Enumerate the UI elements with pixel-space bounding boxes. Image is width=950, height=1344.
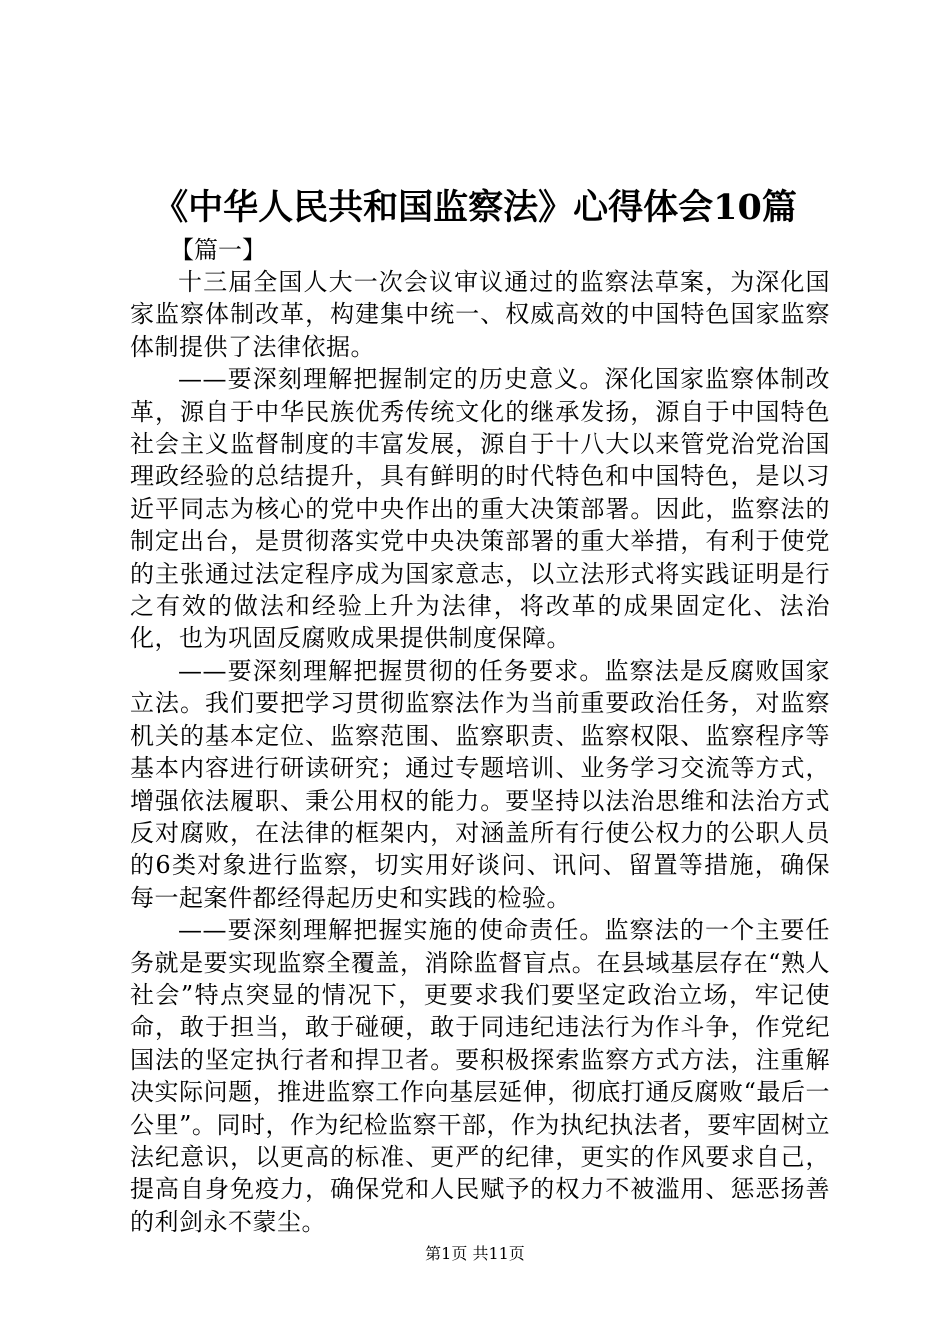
- paragraph-2: ——要深刻理解把握制定的历史意义。深化国家监察体制改革，源自于中华民族优秀传统文化的继承发扬，源自于中国特色社会主义监督制度的丰富发展，源自于十八大以来管党治党治国理政经验的总结提升，具有鲜明的时代特色和中国特色，是以习近平同志为核心的党中央作出的重大决策部署。因此，监察法的制定出台，是贯彻落实党中央决策部署的重大举措，有利于使党的主张通过法定程序成为国家意志，以立法形式将实践证明是行之有效的做法和经验上升为法律，将改革的成果固定化、法治化，也为巩固反腐败成果提供制度保障。: [130, 365, 830, 653]
- paragraph-4: ——要深刻理解把握实施的使命责任。监察法的一个主要任务就是要实现监察全覆盖，消除监督盲点。在县域基层存在“熟人社会”特点突显的情况下，更要求我们要坚定政治立场，牢记使命，敢于担当，敢于碰硬，敢于同违纪违法行为作斗争，作党纪国法的坚定执行者和捍卫者。要积极探索监察方式方法，注重解决实际问题，推进监察工作向基层延伸，彻底打通反腐败“最后一公里”。同时，作为纪检监察干部，作为执纪执法者，要牢固树立法纪意识，以更高的标准、更严的纪律，更实的作风要求自己，提高自身免疫力，确保党和人民赋予的权力不被滥用、惩恶扬善的利剑永不蒙尘。: [130, 916, 830, 1236]
- section-label: 【篇一】: [170, 236, 266, 264]
- page-footer: 第1页 共11页: [425, 1244, 525, 1263]
- document-title: 《中华人民共和国监察法》心得体会10篇: [153, 187, 797, 228]
- paragraph-3: ——要深刻理解把握贯彻的任务要求。监察法是反腐败国家立法。我们要把学习贯彻监察法作为当前重要政治任务，对监察机关的基本定位、监察范围、监察职责、监察权限、监察程序等基本内容进行研读研究；通过专题培训、业务学习交流等方式，增强依法履职、秉公用权的能力。要坚持以法治思维和法治方式反对腐败，在法律的框架内，对涵盖所有行使公权力的公职人员的6类对象进行监察，切实用好谈问、讯问、留置等措施，确保每一起案件都经得起历史和实践的检验。: [130, 656, 830, 912]
- paragraph-1: 十三届全国人大一次会议审议通过的监察法草案，为深化国家监察体制改革，构建集中统一、权威高效的中国特色国家监察体制提供了法律依据。: [130, 268, 830, 361]
- document-body: [130, 234, 830, 1238]
